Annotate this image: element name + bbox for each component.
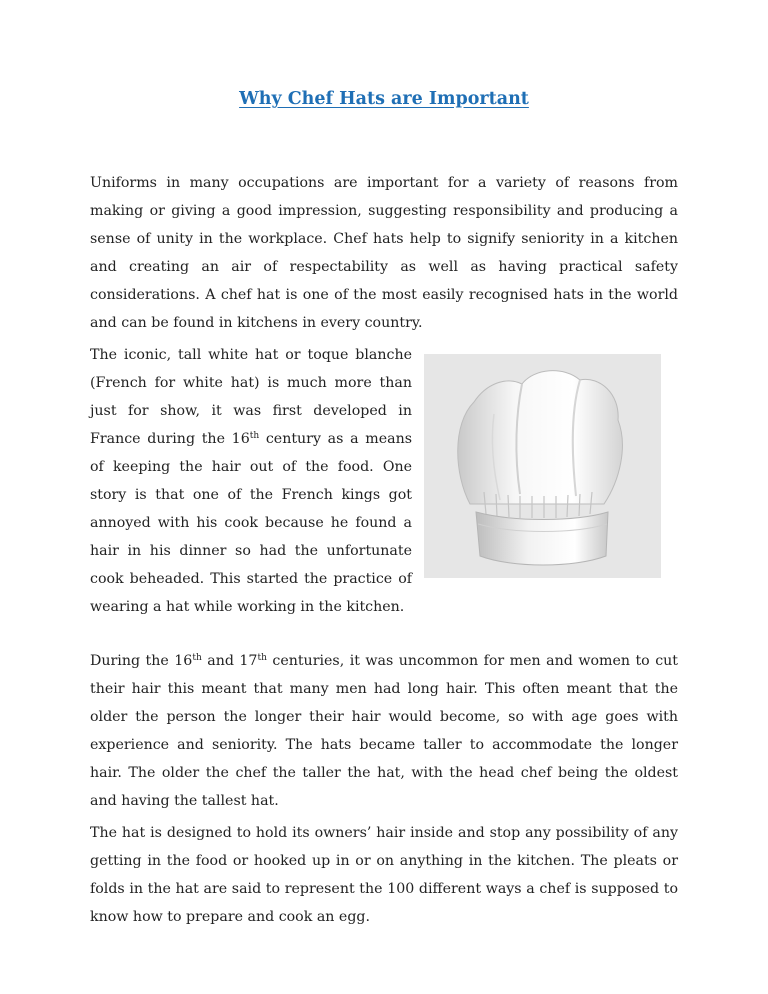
paragraph-centuries-text-1: During the 16: [90, 653, 193, 669]
superscript-th-1: th: [192, 653, 202, 663]
paragraph-centuries-text-3: centuries, it was uncommon for men and women to cut their hair this meant that many men had long hair. This often meant that the older the person the longer their hair would become, so with age goes with experience and seniority. The hats became taller to accommodate the longer hair. The older the chef the taller the hat, with the head chef being the oldest and having the tallest hat.: [90, 653, 678, 809]
paragraph-intro: Uniforms in many occupations are important for a variety of reasons from making or giving a good impression, suggesting responsibility and producing a sense of unity in the workplace. Chef hats help to signify seniority in a kitchen and creating an air of respectability as well as having practical safety considerations. A chef hat is one of the most easily recognised hats in the world and can be found in kitchens in every country.: [90, 175, 678, 331]
chef-hat-icon: [424, 354, 661, 578]
document-title: Why Chef Hats are Important: [239, 89, 529, 109]
paragraph-toque-text-after: century as a means of keeping the hair out of the food. One story is that one of the French kings got annoyed with his cook because he found a hair in his dinner so had the unfortunate cook beheaded. This started the practice of wearing a hat while working in the kitchen.: [90, 431, 413, 615]
paragraph-toque-text-before: The iconic, tall white hat or toque blanche (French for white hat) is much more than just for show, it was first developed in France during the 16: [90, 347, 412, 447]
chef-hat-image: [424, 354, 661, 578]
paragraph-centuries-text-2: and 17: [201, 653, 258, 669]
paragraph-centuries: [90, 647, 678, 815]
paragraph-toque-blanche: [90, 341, 412, 621]
paragraph-pleats: The hat is designed to hold its owners’ hair inside and stop any possibility of any getting in the food or hooked up in or on anything in the kitchen. The pleats or folds in the hat are said to represent the 100 different ways a chef is supposed to know how to prepare and cook an egg.: [90, 825, 678, 925]
superscript-th-2: th: [257, 653, 267, 663]
superscript-th: th: [249, 431, 260, 441]
